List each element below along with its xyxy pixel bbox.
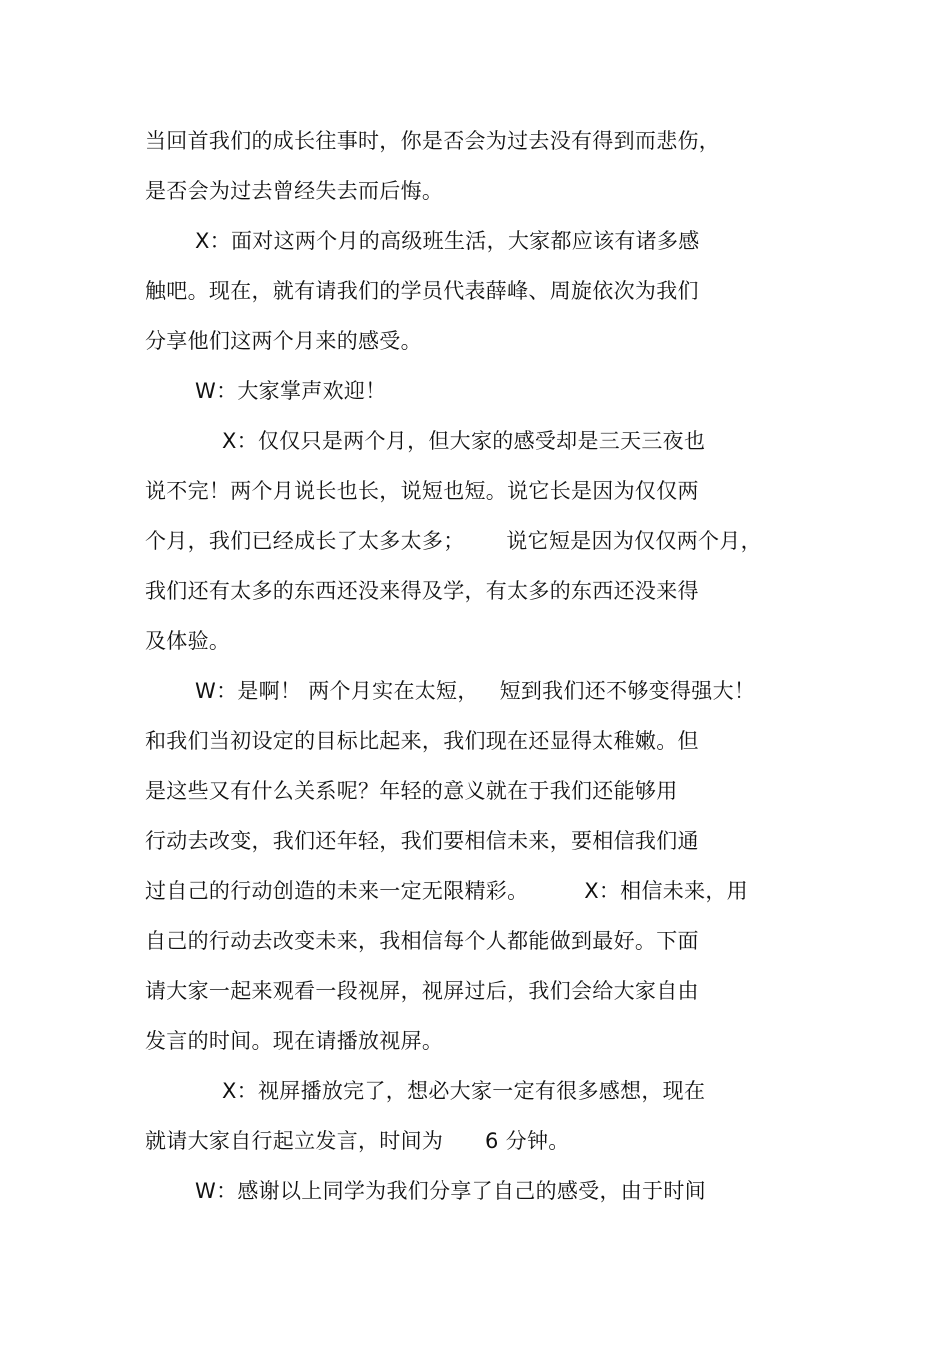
text-line-10: 我们还有太多的东西还没来得及学，有太多的东西还没来得 (145, 579, 699, 603)
text-line-16: 过自己的行动创造的未来一定无限精彩。 X：相信未来，用 (145, 879, 748, 903)
text-line-1: 当回首我们的成长往事时，你是否会为过去没有得到而悲伤， (145, 129, 721, 153)
text-line-3: X：面对这两个月的高级班生活，大家都应该有诸多感 (195, 229, 700, 253)
text-line-18: 请大家一起来观看一段视屏，视屏过后，我们会给大家自由 (145, 979, 699, 1003)
text-line-15: 行动去改变，我们还年轻，我们要相信未来，要相信我们通 (145, 829, 699, 853)
text-line-7: X：仅仅只是两个月，但大家的感受却是三天三夜也 (222, 429, 706, 453)
text-line-9: 个月，我们已经成长了太多太多； 说它短是因为仅仅两个月， (145, 529, 762, 553)
text-line-13: 和我们当初设定的目标比起来，我们现在还显得太稚嫩。但 (145, 729, 699, 753)
text-line-17: 自己的行动去改变未来，我相信每个人都能做到最好。下面 (145, 929, 699, 953)
text-line-5: 分享他们这两个月来的感受。 (145, 329, 422, 353)
text-line-14: 是这些又有什么关系呢？年轻的意义就在于我们还能够用 (145, 779, 678, 803)
text-line-22: W：感谢以上同学为我们分享了自己的感受，由于时间 (195, 1179, 706, 1203)
text-line-12: W：是啊！ 两个月实在太短， 短到我们还不够变得强大！ (195, 679, 756, 703)
text-line-21: 就请大家自行起立发言，时间为 6 分钟。 (145, 1129, 570, 1153)
text-line-4: 触吧。现在，就有请我们的学员代表薛峰、周旋依次为我们 (145, 279, 699, 303)
text-line-8: 说不完！两个月说长也长，说短也短。说它长是因为仅仅两 (145, 479, 699, 503)
text-line-19: 发言的时间。现在请播放视屏。 (145, 1029, 444, 1053)
text-line-2: 是否会为过去曾经失去而后悔。 (145, 179, 444, 203)
text-line-6: W：大家掌声欢迎！ (195, 379, 387, 403)
text-line-20: X：视屏播放完了，想必大家一定有很多感想，现在 (222, 1079, 706, 1103)
text-line-11: 及体验。 (145, 629, 231, 653)
